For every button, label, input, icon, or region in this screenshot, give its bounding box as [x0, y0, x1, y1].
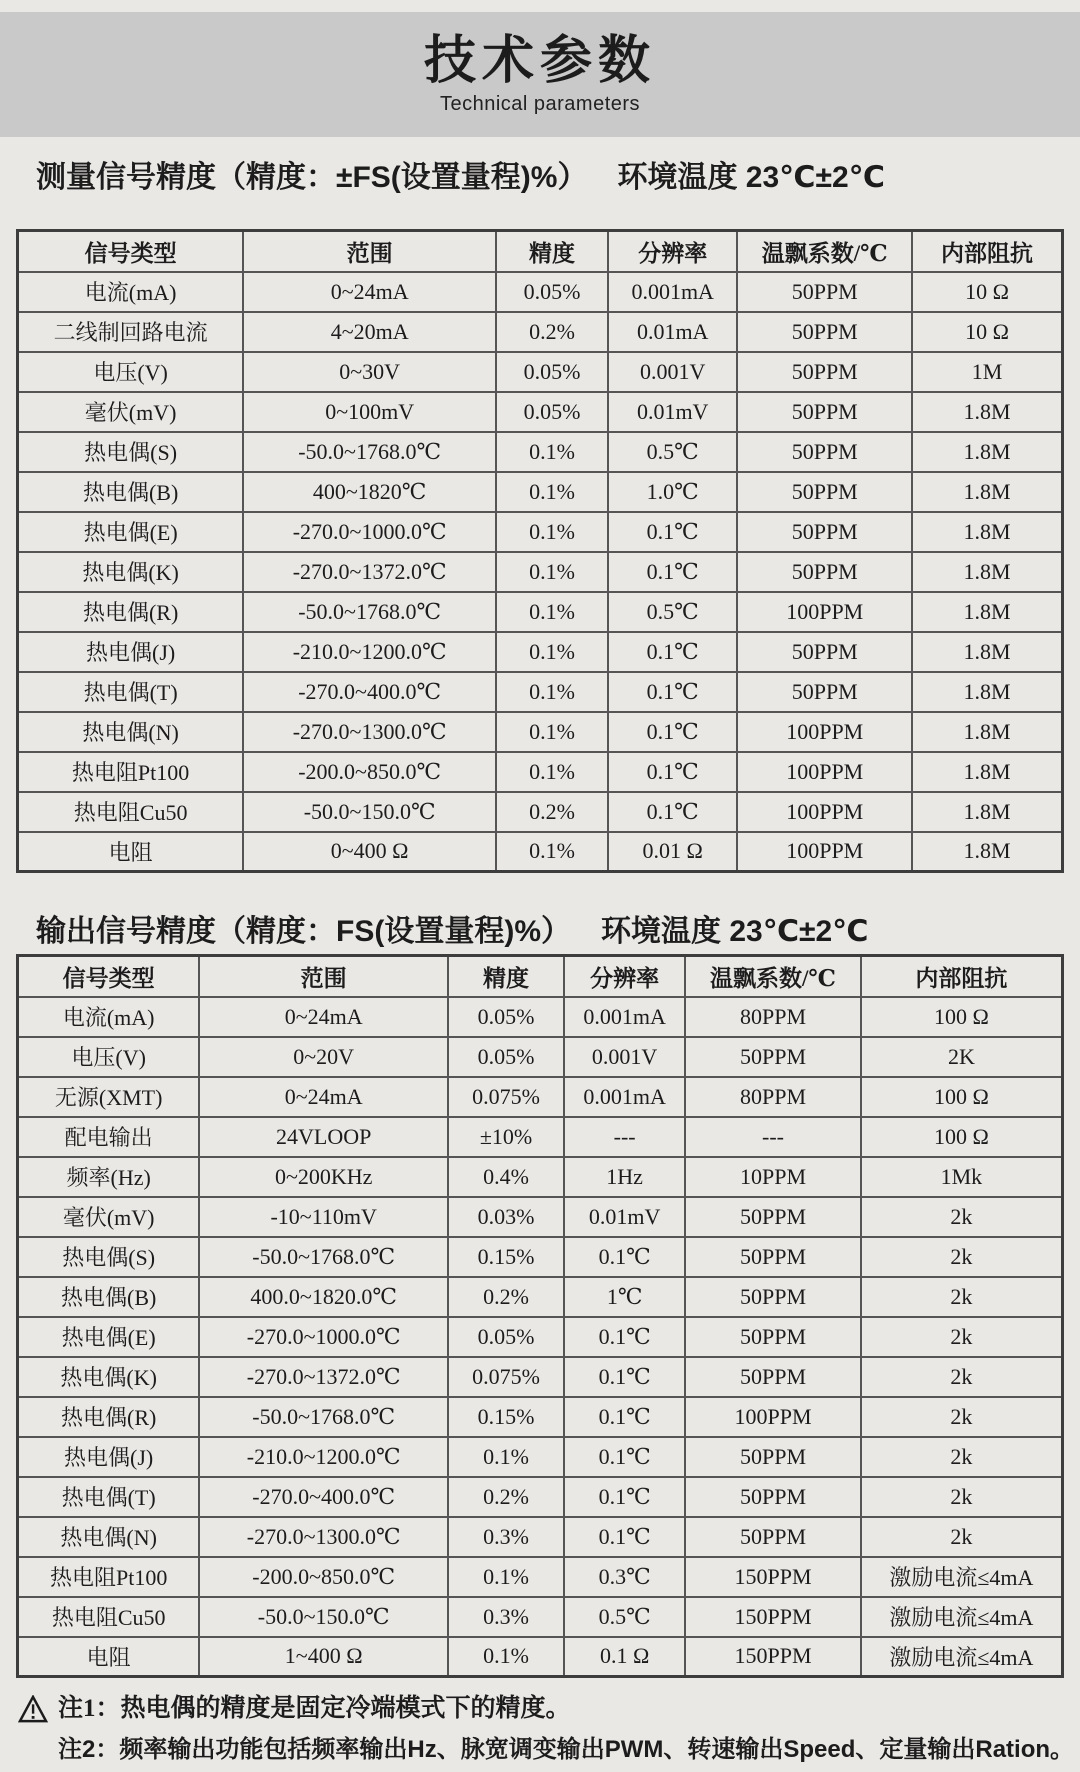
table-cell: ---	[685, 1117, 861, 1157]
table-header-row	[18, 956, 1063, 997]
table-cell: 热电偶(N)	[18, 712, 244, 752]
table-cell: 100PPM	[737, 792, 912, 832]
table-row	[18, 552, 1063, 592]
table-cell: 0.1℃	[564, 1477, 685, 1517]
table-cell: 2k	[861, 1317, 1063, 1357]
table-cell: -200.0~850.0℃	[199, 1557, 448, 1597]
table-cell: 热电偶(K)	[18, 1357, 200, 1397]
table-cell: 100PPM	[685, 1397, 861, 1437]
table-cell: 0.2%	[448, 1277, 564, 1317]
table-cell: 0.1%	[496, 832, 608, 872]
table-cell: 2k	[861, 1237, 1063, 1277]
table-cell: 150PPM	[685, 1557, 861, 1597]
table-row	[18, 997, 1063, 1037]
table-cell: 10PPM	[685, 1157, 861, 1197]
table-cell: -50.0~1768.0℃	[243, 432, 496, 472]
table-cell: 0.001V	[608, 352, 738, 392]
table-cell: 50PPM	[737, 672, 912, 712]
table-row	[18, 1397, 1063, 1437]
table-cell: 24VLOOP	[199, 1117, 448, 1157]
table-row	[18, 1557, 1063, 1597]
table-cell: 激励电流≤4mA	[861, 1637, 1063, 1677]
table-cell: 2k	[861, 1437, 1063, 1477]
table-cell: -50.0~150.0℃	[243, 792, 496, 832]
table-cell: 50PPM	[737, 552, 912, 592]
table-cell: 毫伏(mV)	[18, 1197, 200, 1237]
table-cell: 0~400 Ω	[243, 832, 496, 872]
table-cell: 热电偶(E)	[18, 1317, 200, 1357]
table-cell: 电流(mA)	[18, 997, 200, 1037]
section-heading-measure-accuracy	[36, 161, 1080, 195]
table-cell: 0.1%	[496, 632, 608, 672]
table-header-row	[18, 231, 1063, 272]
table-cell: 50PPM	[737, 472, 912, 512]
table-cell: 0.5℃	[608, 432, 738, 472]
table-cell: 2k	[861, 1277, 1063, 1317]
table-row	[18, 1197, 1063, 1237]
column-header: 精度	[448, 956, 564, 997]
table-cell: 0.075%	[448, 1077, 564, 1117]
table-cell: 1M	[912, 352, 1063, 392]
table-cell: -270.0~1300.0℃	[243, 712, 496, 752]
page-subtitle: Technical parameters	[439, 92, 641, 115]
table-cell: 0.1℃	[564, 1397, 685, 1437]
table-cell: 1.8M	[912, 552, 1063, 592]
table-cell: 50PPM	[685, 1357, 861, 1397]
table-cell: 0.1%	[496, 552, 608, 592]
table-cell: 配电输出	[18, 1117, 200, 1157]
table-cell: -50.0~1768.0℃	[243, 592, 496, 632]
table-cell: 1.8M	[912, 472, 1063, 512]
table-cell: 0.01mV	[564, 1197, 685, 1237]
table-cell: 0.03%	[448, 1197, 564, 1237]
table-cell: -10~110mV	[199, 1197, 448, 1237]
table-cell: 1.8M	[912, 832, 1063, 872]
table-cell: 50PPM	[685, 1517, 861, 1557]
table-cell: 50PPM	[685, 1037, 861, 1077]
table-cell: 0.1℃	[608, 672, 738, 712]
table-cell: 0.5℃	[608, 592, 738, 632]
column-header: 温飘系数/℃	[685, 956, 861, 997]
table-cell: 50PPM	[737, 432, 912, 472]
table-row	[18, 1317, 1063, 1357]
table-cell: 150PPM	[685, 1597, 861, 1637]
table-cell: -270.0~1300.0℃	[199, 1517, 448, 1557]
table-row	[18, 1437, 1063, 1477]
table-cell: 0.001mA	[608, 272, 738, 312]
footnote-1	[18, 1694, 1080, 1724]
table-cell: -270.0~400.0℃	[199, 1477, 448, 1517]
table-row	[18, 672, 1063, 712]
table-cell: -270.0~1372.0℃	[199, 1357, 448, 1397]
table-cell: 0.3%	[448, 1597, 564, 1637]
table-cell: 0.1℃	[564, 1437, 685, 1477]
footnote-text: 频率输出功能包括频率输出Hz、脉宽调变输出PWM、转速输出Speed、定量输出Ration。	[119, 1736, 1075, 1763]
table-cell: 激励电流≤4mA	[861, 1597, 1063, 1637]
table-row	[18, 832, 1063, 872]
table-cell: 100 Ω	[861, 1117, 1063, 1157]
table-cell: 0.1 Ω	[564, 1637, 685, 1677]
table-cell: 热电偶(R)	[18, 592, 244, 632]
ambient-temperature-condition: 环境温度 23℃±2℃	[601, 915, 869, 948]
table-cell: 1.0℃	[608, 472, 738, 512]
table-row	[18, 512, 1063, 552]
table-cell: 0~24mA	[243, 272, 496, 312]
table-cell: 1.8M	[912, 512, 1063, 552]
table-cell: 0.01mA	[608, 312, 738, 352]
column-header: 精度	[496, 231, 608, 272]
table-cell: 0.1℃	[564, 1237, 685, 1277]
table-cell: 0.075%	[448, 1357, 564, 1397]
table-cell: 1.8M	[912, 752, 1063, 792]
table-cell: 电阻	[18, 832, 244, 872]
table-cell: -210.0~1200.0℃	[199, 1437, 448, 1477]
table-cell: 电流(mA)	[18, 272, 244, 312]
column-header: 内部阻抗	[912, 231, 1063, 272]
table-cell: 1Mk	[861, 1157, 1063, 1197]
table-cell: 50PPM	[737, 352, 912, 392]
table-row	[18, 352, 1063, 392]
table-cell: 0.1℃	[608, 712, 738, 752]
footnote-label: 注1：	[58, 1695, 121, 1722]
table-cell: 热电偶(J)	[18, 1437, 200, 1477]
table-cell: 2k	[861, 1477, 1063, 1517]
table-cell: -200.0~850.0℃	[243, 752, 496, 792]
page-banner	[0, 12, 1080, 137]
table-cell: 2k	[861, 1357, 1063, 1397]
table-cell: 电压(V)	[18, 1037, 200, 1077]
footnote-label: 注2：	[58, 1736, 120, 1763]
table-cell: 0.001V	[564, 1037, 685, 1077]
table-cell: 热电偶(R)	[18, 1397, 200, 1437]
table-cell: 50PPM	[737, 272, 912, 312]
table-cell: 0~200KHz	[199, 1157, 448, 1197]
table-cell: 1.8M	[912, 632, 1063, 672]
table-cell: 100PPM	[737, 752, 912, 792]
table-cell: 2k	[861, 1517, 1063, 1557]
table-row	[18, 1477, 1063, 1517]
table-cell: 热电偶(J)	[18, 632, 244, 672]
table-cell: 电压(V)	[18, 352, 244, 392]
table-row	[18, 1037, 1063, 1077]
table-row	[18, 1237, 1063, 1277]
table-cell: 50PPM	[685, 1477, 861, 1517]
table-cell: 80PPM	[685, 997, 861, 1037]
table-cell: 0.1%	[496, 512, 608, 552]
table-row	[18, 392, 1063, 432]
column-header: 分辨率	[564, 956, 685, 997]
table-cell: 0.4%	[448, 1157, 564, 1197]
table-cell: 热电阻Pt100	[18, 1557, 200, 1597]
output-signal-accuracy-table	[16, 954, 1064, 1678]
table-cell: 热电偶(T)	[18, 672, 244, 712]
table-cell: 0.1%	[496, 432, 608, 472]
table-cell: 0.1℃	[564, 1357, 685, 1397]
table-cell: 0.1%	[496, 712, 608, 752]
table-row	[18, 1277, 1063, 1317]
table-cell: 0.1℃	[608, 792, 738, 832]
table-header	[18, 956, 1063, 997]
ambient-temperature-condition: 环境温度 23℃±2℃	[617, 161, 885, 194]
table-cell: -270.0~400.0℃	[243, 672, 496, 712]
table-cell: 0~20V	[199, 1037, 448, 1077]
table-cell: -270.0~1000.0℃	[199, 1317, 448, 1357]
table-cell: 10 Ω	[912, 272, 1063, 312]
table-cell: 2k	[861, 1397, 1063, 1437]
page-title: 技术参数	[423, 32, 656, 91]
table-cell: 80PPM	[685, 1077, 861, 1117]
table-body	[18, 272, 1063, 872]
table-cell: 100PPM	[737, 832, 912, 872]
table-cell: 电阻	[18, 1637, 200, 1677]
table-cell: 热电偶(K)	[18, 552, 244, 592]
table-header	[18, 231, 1063, 272]
table-cell: 频率(Hz)	[18, 1157, 200, 1197]
table-cell: 热电偶(T)	[18, 1477, 200, 1517]
column-header: 信号类型	[18, 231, 244, 272]
table-row	[18, 1637, 1063, 1677]
table-cell: 10 Ω	[912, 312, 1063, 352]
section-heading-output-accuracy	[36, 915, 1080, 949]
table-cell: 150PPM	[685, 1637, 861, 1677]
table-cell: ±10%	[448, 1117, 564, 1157]
column-header: 分辨率	[608, 231, 738, 272]
table-cell: 0~24mA	[199, 1077, 448, 1117]
table-cell: 50PPM	[685, 1237, 861, 1277]
table-cell: 0.05%	[448, 1037, 564, 1077]
table-row	[18, 272, 1063, 312]
table-cell: 0.001mA	[564, 1077, 685, 1117]
table-cell: 0.2%	[448, 1477, 564, 1517]
table-cell: 0.1℃	[564, 1517, 685, 1557]
table-cell: 毫伏(mV)	[18, 392, 244, 432]
table-row	[18, 1157, 1063, 1197]
table-cell: 1.8M	[912, 792, 1063, 832]
table-cell: 热电阻Cu50	[18, 792, 244, 832]
table-row	[18, 1077, 1063, 1117]
table-cell: 0~24mA	[199, 997, 448, 1037]
table-row	[18, 312, 1063, 352]
table-cell: 0.1℃	[608, 552, 738, 592]
column-header: 范围	[199, 956, 448, 997]
table-cell: 50PPM	[685, 1437, 861, 1477]
column-header: 内部阻抗	[861, 956, 1063, 997]
table-cell: 1.8M	[912, 672, 1063, 712]
table-cell: 热电偶(B)	[18, 472, 244, 512]
warning-triangle-icon	[18, 1695, 48, 1723]
table-cell: 0~30V	[243, 352, 496, 392]
table-cell: 0.2%	[496, 312, 608, 352]
table-cell: 400.0~1820.0℃	[199, 1277, 448, 1317]
table-cell: 0.1℃	[608, 632, 738, 672]
table-cell: 0.1%	[448, 1557, 564, 1597]
table-cell: 1.8M	[912, 392, 1063, 432]
table-cell: 0.01 Ω	[608, 832, 738, 872]
table-cell: 0.001mA	[564, 997, 685, 1037]
table-cell: 0.15%	[448, 1237, 564, 1277]
table-cell: -50.0~1768.0℃	[199, 1237, 448, 1277]
table-cell: 100PPM	[737, 592, 912, 632]
table-cell: 0.1℃	[564, 1317, 685, 1357]
table-cell: 0.3℃	[564, 1557, 685, 1597]
section-heading-text: 测量信号精度（精度：±FS(设置量程)%）	[36, 161, 588, 194]
table-cell: 100 Ω	[861, 1077, 1063, 1117]
table-cell: 热电阻Pt100	[18, 752, 244, 792]
table-cell: 0.1℃	[608, 752, 738, 792]
table-cell: 0.2%	[496, 792, 608, 832]
table-cell: 50PPM	[737, 512, 912, 552]
table-cell: 4~20mA	[243, 312, 496, 352]
measure-signal-accuracy-table	[16, 229, 1064, 873]
table-cell: 热电阻Cu50	[18, 1597, 200, 1637]
table-cell: 50PPM	[685, 1277, 861, 1317]
table-row	[18, 712, 1063, 752]
table-body	[18, 997, 1063, 1677]
table-cell: 无源(XMT)	[18, 1077, 200, 1117]
table-cell: -270.0~1000.0℃	[243, 512, 496, 552]
table-cell: 0~100mV	[243, 392, 496, 432]
table-cell: 100 Ω	[861, 997, 1063, 1037]
table-cell: 热电偶(N)	[18, 1517, 200, 1557]
table-cell: 1Hz	[564, 1157, 685, 1197]
column-header: 温飘系数/℃	[737, 231, 912, 272]
table-row	[18, 1357, 1063, 1397]
table-cell: 0.05%	[496, 392, 608, 432]
table-cell: 0.1%	[496, 472, 608, 512]
table-cell: 0.05%	[448, 997, 564, 1037]
table-cell: 热电偶(B)	[18, 1277, 200, 1317]
table-row	[18, 472, 1063, 512]
table-cell: 50PPM	[737, 312, 912, 352]
table-row	[18, 752, 1063, 792]
table-cell: 1.8M	[912, 712, 1063, 752]
footnotes	[18, 1694, 1080, 1765]
footnote-2	[18, 1735, 1080, 1765]
table-cell: 0.05%	[448, 1317, 564, 1357]
table-cell: -50.0~150.0℃	[199, 1597, 448, 1637]
table-cell: 50PPM	[685, 1317, 861, 1357]
table-cell: 0.1%	[496, 752, 608, 792]
table-cell: 热电偶(E)	[18, 512, 244, 552]
table-cell: 2K	[861, 1037, 1063, 1077]
table-cell: 1.8M	[912, 432, 1063, 472]
table-cell: 0.1%	[448, 1437, 564, 1477]
section-heading-text: 输出信号精度（精度：FS(设置量程)%）	[36, 915, 571, 948]
table-cell: 0.1%	[496, 672, 608, 712]
table-cell: 2k	[861, 1197, 1063, 1237]
table-cell: 50PPM	[685, 1197, 861, 1237]
table-row	[18, 1597, 1063, 1637]
table-cell: 1.8M	[912, 592, 1063, 632]
table-cell: 0.3%	[448, 1517, 564, 1557]
table-row	[18, 1117, 1063, 1157]
column-header: 范围	[243, 231, 496, 272]
table-row	[18, 792, 1063, 832]
table-cell: 0.5℃	[564, 1597, 685, 1637]
table-cell: 1~400 Ω	[199, 1637, 448, 1677]
table-cell: 0.01mV	[608, 392, 738, 432]
table-cell: 0.05%	[496, 352, 608, 392]
table-cell: -50.0~1768.0℃	[199, 1397, 448, 1437]
column-header: 信号类型	[18, 956, 200, 997]
table-cell: 热电偶(S)	[18, 432, 244, 472]
table-row	[18, 632, 1063, 672]
table-cell: 0.1%	[496, 592, 608, 632]
table-cell: 50PPM	[737, 632, 912, 672]
table-cell: 0.1℃	[608, 512, 738, 552]
footnote-text: 热电偶的精度是固定冷端模式下的精度。	[120, 1695, 571, 1722]
table-cell: 0.05%	[496, 272, 608, 312]
table-cell: 热电偶(S)	[18, 1237, 200, 1277]
table-cell: -210.0~1200.0℃	[243, 632, 496, 672]
table-cell: 0.1%	[448, 1637, 564, 1677]
table-row	[18, 432, 1063, 472]
table-cell: 0.15%	[448, 1397, 564, 1437]
table-cell: 400~1820℃	[243, 472, 496, 512]
table-cell: 二线制回路电流	[18, 312, 244, 352]
table-cell: -270.0~1372.0℃	[243, 552, 496, 592]
table-cell: 1℃	[564, 1277, 685, 1317]
table-row	[18, 1517, 1063, 1557]
table-row	[18, 592, 1063, 632]
table-cell: 激励电流≤4mA	[861, 1557, 1063, 1597]
table-cell: 100PPM	[737, 712, 912, 752]
table-cell: ---	[564, 1117, 685, 1157]
table-cell: 50PPM	[737, 392, 912, 432]
